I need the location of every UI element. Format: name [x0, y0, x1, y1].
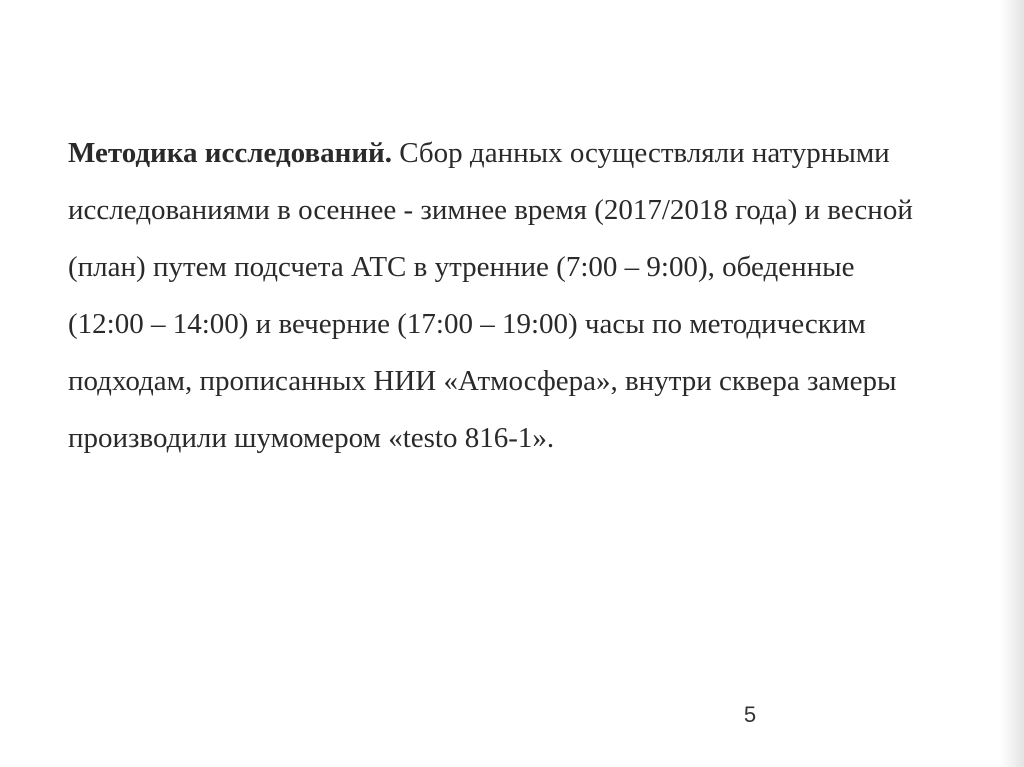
- page-edge-shadow: [1000, 0, 1024, 767]
- paragraph-heading: Методика исследований.: [68, 137, 392, 169]
- paragraph-line-4: (12:00 – 14:00) и вечерние (17:00 – 19:00) часы по методическим: [68, 308, 866, 340]
- paragraph-line-2: исследованиями в осеннее - зимнее время (2017/2018 года) и весной: [68, 194, 913, 226]
- paragraph-line-5: подходам, прописанных НИИ «Атмосфера», внутри сквера замеры: [68, 365, 897, 397]
- methodology-paragraph: [68, 125, 978, 467]
- paragraph-line-1-text: Сбор данных осуществляли натурными: [391, 137, 890, 169]
- page-number: 5: [743, 702, 757, 727]
- paragraph-line-1: [68, 125, 978, 182]
- paragraph-line-3: (план) путем подсчета АТС в утренние (7:00 – 9:00), обеденные: [68, 251, 855, 283]
- paragraph-line-6: производили шумомером «testo 816-1».: [68, 422, 555, 454]
